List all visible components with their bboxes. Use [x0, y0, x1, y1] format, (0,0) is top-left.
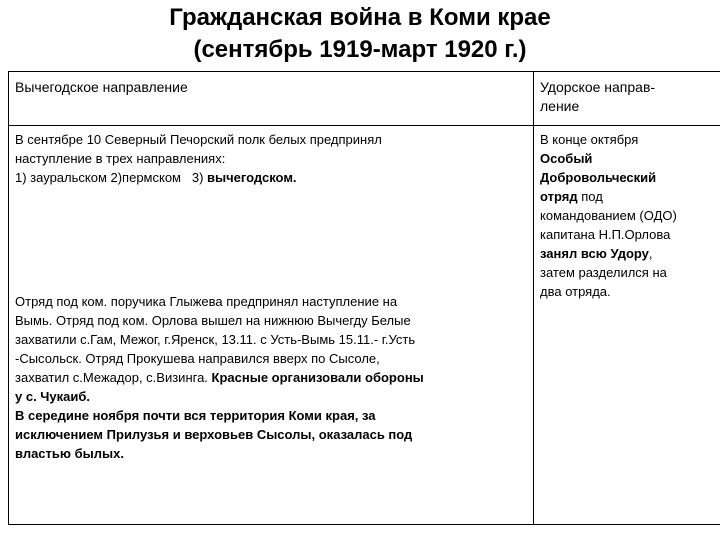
udora-line-6: капитана Н.П.Орлова [540, 227, 671, 242]
spacer [15, 187, 527, 292]
title-line-1: Гражданская война в Коми крае [169, 4, 551, 31]
p3-line-3: властью былых. [15, 446, 124, 461]
udora-line-9: два отряда. [540, 284, 611, 299]
udora-line-4a: отряд [540, 189, 578, 204]
p2-line-4: -Сысольск. Отряд Прокушева направился вверх по Сысоле, [15, 351, 380, 366]
header-vychegda-label: Вычегодское направление [15, 79, 188, 95]
paragraph-2 [15, 292, 527, 406]
p2-line-5a: захватил с.Межадор, с.Визинга. [15, 370, 212, 385]
udora-line-4b: под [577, 189, 603, 204]
p2-line-1: Отряд под ком. поручика Глыжева предпринял наступление на [15, 294, 398, 309]
udora-line-1: В конце октября [540, 132, 639, 147]
p1-line-2: наступление в трех направлениях: [15, 151, 226, 166]
cell-vychegda-text [9, 126, 534, 525]
udora-paragraph [540, 130, 720, 301]
slide-title [0, 2, 720, 66]
p2-line-2: Вымь. Отряд под ком. Орлова вышел на нижнюю Вычегду Белые [15, 313, 411, 328]
title-line-2: (сентябрь 1919-март 1920 г.) [193, 36, 527, 63]
udora-line-8: затем разделился на [540, 265, 667, 280]
header-cell-udora [534, 72, 720, 126]
paragraph-3 [15, 406, 527, 463]
p2-line-5b: Красные организовали обороны [211, 370, 424, 385]
udora-line-7a: занял всю Удору [540, 246, 649, 261]
cell-udora-text [534, 126, 720, 525]
events-table [8, 71, 720, 525]
p1-line-1: В сентябре 10 Северный Печорский полк белых предпринял [15, 132, 382, 147]
paragraph-1 [15, 130, 527, 187]
header-udora-line-2: ление [540, 98, 580, 114]
table-body-row [9, 126, 720, 525]
table-header-row [9, 72, 720, 126]
p2-line-6: у с. Чукаиб. [15, 389, 91, 404]
p3-line-2: исключением Прилузья и верховьев Сысолы, оказалась под [15, 427, 413, 442]
header-udora-line-1: Удорское направ- [540, 79, 656, 95]
header-cell-vychegda [9, 72, 534, 126]
udora-line-3: Добровольческий [540, 170, 657, 185]
p1-line-3b: вычегодском. [207, 170, 297, 185]
udora-line-7b: , [648, 246, 653, 261]
p3-line-1: В середине ноября почти вся территория Коми края, за [15, 408, 376, 423]
p2-line-3: захватили с.Гам, Межог, г.Яренск, 13.11. с Усть-Вымь 15.11.- г.Усть [15, 332, 416, 347]
udora-line-2: Особый [540, 151, 593, 166]
p1-line-3a: 1) зауральском 2)пермском 3) [15, 170, 208, 185]
udora-line-5: командованием (ОДО) [540, 208, 677, 223]
